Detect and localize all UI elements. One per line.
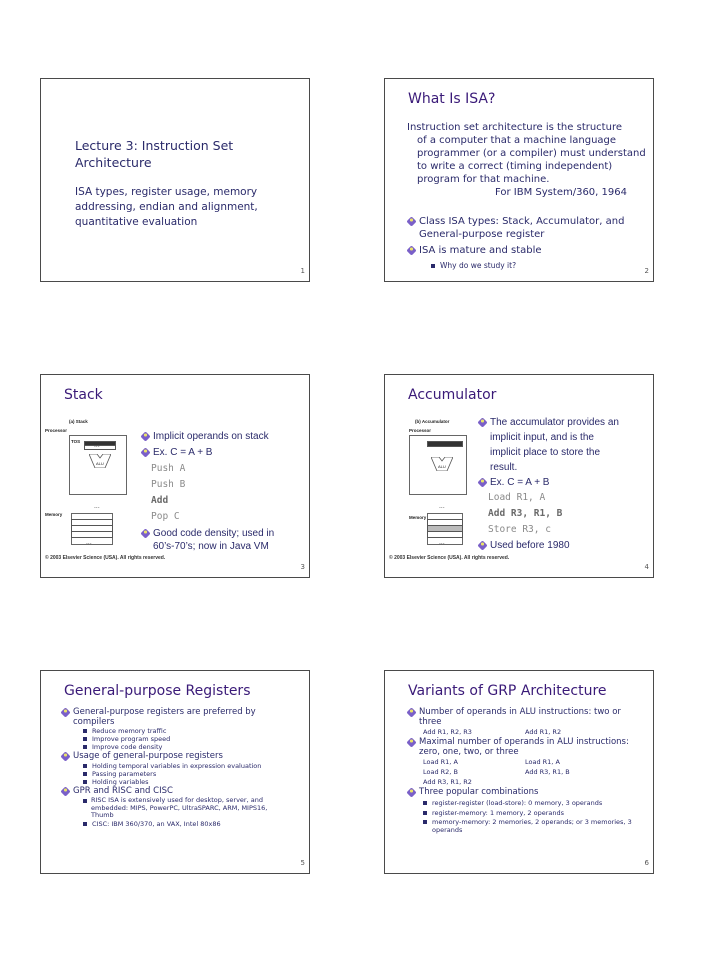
gpr-bullets: General-purpose registers are preferred by compilers Reduce memory traffic Improve program speed Improve code density Usage of general-purpose registers Holding temporal variables in expression evaluation Passing parameters Holding variables GPR and RISC and CISC RISC ISA is extensively used for desktop, server, and embedded: MIPS, PowerPC, UltraSPARC, ARM, MIPS16, Thumb CISC: IBM 360/370, an VAX, Intel 80x86 (61, 707, 307, 828)
bullet-icon (140, 528, 150, 538)
slide-1 (40, 78, 310, 282)
bullet-icon (477, 477, 487, 487)
slide-2-title: What Is ISA? (408, 91, 496, 107)
slide-3-title: Stack (64, 387, 103, 403)
slide-4 (384, 374, 654, 578)
bullet-icon (406, 787, 416, 797)
stack-register (84, 445, 116, 450)
slide-5 (40, 670, 310, 874)
stack-diagram: (a) Stack Processor TOS ··· ALU Memory ··· ··· (41, 419, 131, 559)
slide-6 (384, 670, 654, 874)
bullet-icon (60, 751, 70, 761)
bullet-icon (60, 707, 70, 717)
slide-5-title: General-purpose Registers (64, 683, 251, 699)
bullet-icon (477, 417, 487, 427)
bullet-icon (406, 737, 416, 747)
square-bullet-icon (431, 264, 435, 268)
copyright-notice: © 2003 Elsevier Science (USA). All rights reserved. (45, 555, 166, 561)
page-number: 1 (300, 267, 305, 275)
slide-2 (384, 78, 654, 282)
square-bullet-icon (83, 729, 87, 733)
bullet-icon (477, 540, 487, 550)
square-bullet-icon (83, 764, 87, 768)
square-bullet-icon (423, 820, 427, 824)
slide-4-title: Accumulator (408, 387, 497, 403)
square-bullet-icon (83, 799, 87, 803)
slide-6-title: Variants of GRP Architecture (408, 683, 607, 699)
bullet-icon (140, 447, 150, 457)
accumulator-register (427, 441, 463, 447)
page-number: 2 (644, 267, 649, 275)
square-bullet-icon (83, 780, 87, 784)
square-bullet-icon (423, 801, 427, 805)
bullet-icon (60, 786, 70, 796)
square-bullet-icon (83, 772, 87, 776)
bullet-icon (140, 431, 150, 441)
bullet-icon (406, 216, 416, 226)
square-bullet-icon (423, 811, 427, 815)
square-bullet-icon (83, 822, 87, 826)
page-number: 3 (300, 563, 305, 571)
bullet-icon (406, 245, 416, 255)
isa-definition: Instruction set architecture is the structure of a computer that a machine language programmer (or a compiler) must understand to write a correct (timing independent) program for that machine. For IBM System/360, 1964 (407, 122, 646, 198)
bullet-icon (406, 707, 416, 717)
copyright-notice: © 2003 Elsevier Science (USA). All rights reserved. (389, 555, 510, 561)
slide-1-subtitle: ISA types, register usage, memory addressing, endian and alignment, quantitative evaluation (75, 186, 258, 228)
grp-variants: Number of operands in ALU instructions: two or three Add R1, R2, R3 Add R1, R2 Maximal number of operands in ALU instructions: zero, one, two, or three Load R1, A Load R1, A Load R2, B Add R3, R1, B Add R3, R1, R2 Three popular combinations register-register (load-store): 0 memory, 3 operands register-memory: 1 memory, 2 operands memory-memory: 2 memories, 2 operands; or 3 memories, 3 operands (407, 707, 651, 834)
square-bullet-icon (83, 745, 87, 749)
slide-3 (40, 374, 310, 578)
page-number: 6 (644, 859, 649, 867)
square-bullet-icon (83, 737, 87, 741)
page-number: 4 (644, 563, 649, 571)
accumulator-diagram: (b) Accumulator Processor ALU Memory ··· ··· (385, 419, 475, 559)
stack-bullets: Implicit operands on stack Ex. C = A + B Push A Push B Add Pop C Good code density; used in 60’s-70’s; now in Java VM (141, 429, 274, 553)
accumulator-bullets: The accumulator provides an implicit input, and is the implicit place to store the result. Ex. C = A + B Load R1, A Add R3, R1, B Store R3, c Used before 1980 (478, 415, 619, 553)
slide-1-title: Lecture 3: Instruction Set Architecture (75, 138, 234, 170)
isa-bullets: Class ISA types: Stack, Accumulator, and General-purpose register ISA is mature and stable Why do we study it? (407, 215, 624, 272)
page-number: 5 (300, 859, 305, 867)
